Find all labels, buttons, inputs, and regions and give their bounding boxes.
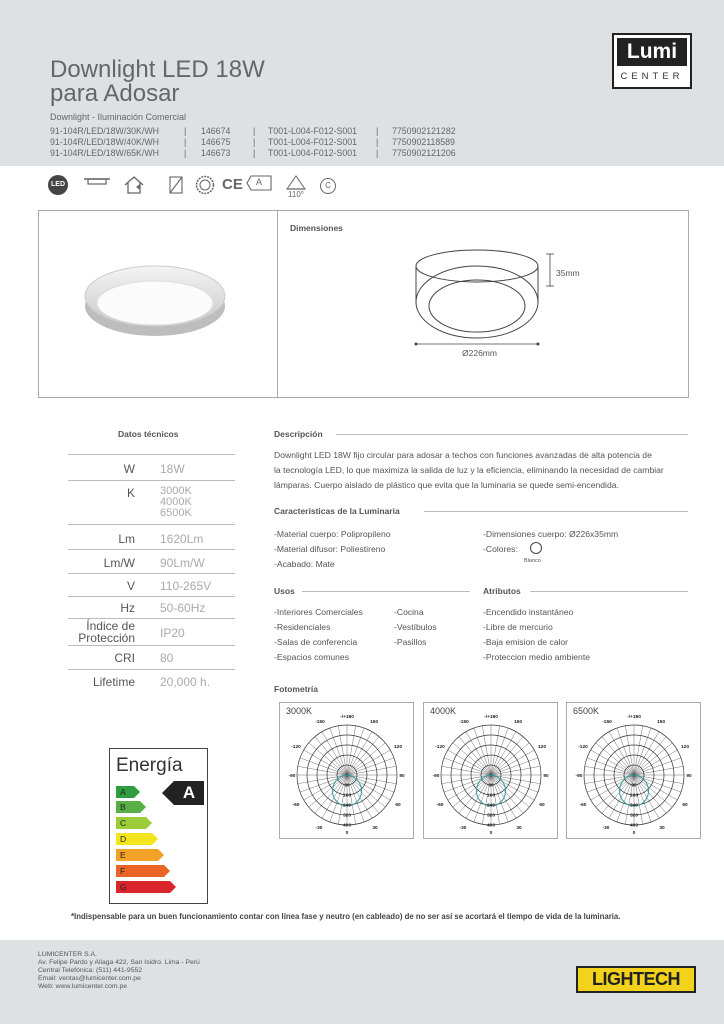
footer-address: Av. Felipe Pardo y Aliaga 422, San Isidro. Lima - Perú [38, 959, 200, 966]
polar-angle-label: -150 [459, 720, 469, 725]
polar-angle-label: -30 [459, 826, 467, 831]
polar-angle-label: 150 [656, 720, 666, 725]
dimensions-drawing [410, 244, 560, 354]
ref-code: T001-L004-F012-S001 [268, 148, 358, 158]
polar-ring-label: 240 [342, 803, 352, 809]
barcode-number: 7750902121282 [392, 126, 456, 136]
datos-key [78, 620, 135, 644]
polar-angle-label: -120 [578, 745, 588, 750]
caracteristica-item: -Dimensiones cuerpo: Ø226x35mm [483, 529, 619, 539]
polar-angle-label: -150 [602, 720, 612, 725]
polar-angle-label: -150 [315, 720, 325, 725]
datos-title: Datos técnicos [118, 429, 179, 439]
footer-company: LUMICENTER S.A. [38, 951, 97, 958]
polar-angle-label: -90 [288, 774, 296, 779]
polar-angle-label: -60 [579, 803, 587, 808]
polar-angle-label: 60 [682, 803, 688, 808]
uso-item: -Vestíbulos [394, 622, 437, 632]
caracteristicas-title: Características de la Luminaria [274, 506, 400, 516]
dimensions-label: Dimensiones [290, 223, 343, 233]
usos-col1 [274, 606, 394, 663]
energy-class-bar: B [116, 801, 140, 813]
energy-title: Energía [116, 755, 183, 776]
caracteristica-item: -Material cuerpo: Polipropileno [274, 529, 391, 539]
polar-angle-label: -60 [436, 803, 444, 808]
atributos-title: Atributos [483, 586, 521, 596]
datos-value: 1620Lm [160, 532, 204, 546]
polar-angle-label: 120 [393, 745, 403, 750]
polar-angle-label: 90 [399, 774, 405, 779]
box-divider [277, 210, 278, 398]
descripcion-title: Descripción [274, 429, 323, 439]
datos-value: 20,000 h. [160, 675, 211, 689]
lightech-logo: LIGHTECH [576, 966, 696, 993]
polar-ring-label: 240 [486, 803, 496, 809]
descripcion-line: la tecnología LED, lo que maximiza la salida de luz y la eficiencia, eliminando la necesidad de cambiar [274, 465, 664, 475]
datos-value: 80 [160, 651, 174, 665]
cct-value: 3000K [160, 485, 192, 497]
fotometria-title: Fotometría [274, 684, 318, 694]
energy-class-bar: E [116, 849, 158, 861]
class-icon: C [320, 178, 336, 194]
certification-seal-icon [195, 175, 215, 197]
uso-item: -Interiores Comerciales [274, 607, 363, 617]
datos-row [68, 670, 235, 694]
polar-angle-label: 30 [516, 826, 522, 831]
logo-center-text: CENTER [620, 71, 684, 82]
polar-ring-label: 320 [486, 813, 496, 819]
product-image [82, 258, 228, 338]
polar-ring-label: 320 [342, 813, 352, 819]
section-rule [424, 511, 688, 512]
color-swatch-white [530, 542, 542, 554]
datos-value [160, 486, 192, 519]
footer-web[interactable]: Web: www.lumicenter.com.pe [38, 983, 128, 990]
non-dimmable-icon [166, 175, 186, 197]
datos-row [68, 646, 235, 670]
led-icon: LED [48, 175, 68, 195]
separator: | [253, 148, 256, 158]
footer-phone: Central Telefónica: (511) 441-9552 [38, 967, 143, 974]
cct-value: 6500K [160, 507, 192, 519]
barcode-number: 7750902121206 [392, 148, 456, 158]
energy-class-bar: D [116, 833, 152, 845]
polar-ring-label: 240 [629, 803, 639, 809]
uso-item: -Pasillos [394, 637, 427, 647]
polar-diagram [424, 703, 559, 840]
polar-ring-label: 400 [342, 823, 352, 829]
caracteristicas-right [483, 528, 683, 555]
datos-key: CRI [114, 651, 135, 665]
diameter-dimension: Ø226mm [462, 348, 497, 358]
polar-angle-label: -/+180 [484, 715, 498, 720]
footnote: *Indispensable para un buen funcionamiento contar con línea fase y neutro (en cableado) de no ser así se acortará el tiempo de vida de la luminaria. [71, 912, 621, 921]
model-code: 91-104R/LED/18W/40K/WH [50, 137, 160, 147]
datos-row [68, 550, 235, 574]
polar-angle-label: -/+180 [627, 715, 641, 720]
polar-angle-label: -60 [292, 803, 300, 808]
polar-ring-label: 80 [488, 783, 494, 789]
model-code: 91-104R/LED/18W/65K/WH [50, 148, 160, 158]
datos-value: IP20 [160, 626, 185, 640]
polar-ring-label: 400 [629, 823, 639, 829]
polar-diagram [567, 703, 702, 840]
energy-class-bar: G [116, 881, 170, 893]
polar-angle-label: -30 [315, 826, 323, 831]
separator: | [376, 137, 379, 147]
separator: | [253, 126, 256, 136]
separator: | [184, 126, 187, 136]
product-title-line1: Downlight LED 18W [50, 56, 265, 83]
datos-key: V [126, 579, 135, 593]
descripcion-line: lámparas. Cuerpo aislado de plástico que evita que la luminaria se quede semi-encendida. [274, 480, 619, 490]
uso-item: -Espacios comunes [274, 652, 349, 662]
usos-title: Usos [274, 586, 295, 596]
separator: | [184, 148, 187, 158]
descripcion-text [274, 449, 694, 491]
height-dimension: 35mm [556, 268, 580, 278]
code-row [50, 137, 480, 147]
footer-email: Email: ventas@lumicenter.com.pe [38, 975, 141, 982]
section-rule [530, 591, 688, 592]
beam-angle-icon [284, 175, 308, 201]
polar-angle-label: -120 [291, 745, 301, 750]
datos-row [68, 574, 235, 597]
datos-value: 90Lm/W [160, 556, 205, 570]
ref-code: T001-L004-F012-S001 [268, 126, 358, 136]
polar-angle-label: 60 [395, 803, 401, 808]
color-name: Blanco [524, 558, 541, 564]
item-id: 146673 [201, 148, 231, 158]
atributo-item: -Baja emision de calor [483, 637, 569, 647]
polar-angle-label: 120 [537, 745, 547, 750]
uso-item: -Cocina [394, 607, 424, 617]
caracteristicas-left [274, 528, 474, 570]
cct-value: 4000K [160, 496, 192, 508]
datos-row [68, 481, 235, 525]
datos-value: 110-265V [160, 579, 212, 593]
item-id: 146674 [201, 126, 231, 136]
separator: | [376, 148, 379, 158]
datos-key: K [126, 486, 135, 500]
datos-row [68, 455, 235, 481]
polar-angle-label: 150 [369, 720, 379, 725]
item-id: 146675 [201, 137, 231, 147]
photometry-cct-label: 6500K [573, 706, 600, 716]
photometry-panel-3000k [279, 702, 414, 839]
polar-angle-label: 0 [489, 831, 493, 836]
polar-angle-label: -/+180 [340, 715, 354, 720]
atributo-item: -Encendido instantáneo [483, 607, 574, 617]
polar-ring-label: 160 [629, 793, 639, 799]
polar-ring-label: 160 [486, 793, 496, 799]
polar-ring-label: 320 [629, 813, 639, 819]
datos-key: Lifetime [92, 675, 135, 689]
polar-angle-label: 60 [539, 803, 545, 808]
datos-row [68, 619, 235, 646]
polar-angle-label: 0 [632, 831, 636, 836]
indoor-use-icon [122, 175, 148, 197]
polar-angle-label: -90 [432, 774, 440, 779]
atributos-list [483, 606, 683, 663]
energy-class-bar: C [116, 817, 146, 829]
datos-row [68, 525, 235, 550]
datos-row [68, 597, 235, 619]
separator: | [184, 137, 187, 147]
atributo-item: -Libre de mercurio [483, 622, 553, 632]
datos-key: Lm [118, 532, 135, 546]
datos-key-line: Protección [78, 631, 135, 645]
photometry-panel-4000k [423, 702, 558, 839]
energy-class-bar: F [116, 865, 164, 877]
datos-key: W [123, 462, 135, 476]
polar-angle-label: 0 [345, 831, 349, 836]
energy-class-text: A [256, 177, 263, 187]
caracteristica-item: -Acabado: Mate [274, 559, 335, 569]
polar-diagram [280, 703, 415, 840]
usos-col2 [394, 606, 474, 648]
section-rule [336, 434, 688, 435]
beam-angle-text: 110° [288, 190, 304, 199]
datos-key-line: Índice de [86, 619, 135, 633]
ce-mark-icon: CE [222, 176, 243, 193]
polar-ring-label: 160 [342, 793, 352, 799]
separator: | [376, 126, 379, 136]
uso-item: -Residenciales [274, 622, 331, 632]
polar-angle-label: 90 [686, 774, 692, 779]
caracteristica-item: -Colores: [483, 544, 518, 554]
datos-key: Lm/W [103, 556, 135, 570]
barcode-number: 7750902118589 [392, 137, 455, 147]
datos-value: 18W [160, 462, 185, 476]
lumicenter-logo [612, 33, 692, 89]
datos-value: 50-60Hz [160, 601, 206, 615]
descripcion-line: Downlight LED 18W fijo circular para adosar a techos con funciones avanzadas de alta potencia de [274, 450, 652, 460]
polar-angle-label: -90 [575, 774, 583, 779]
energy-class-bar: A [116, 786, 134, 798]
model-code: 91-104R/LED/18W/30K/WH [50, 126, 160, 136]
photometry-cct-label: 3000K [286, 706, 313, 716]
caracteristica-item: -Material difusor: Poliestireno [274, 544, 386, 554]
code-row [50, 148, 480, 158]
polar-ring-label: 80 [631, 783, 637, 789]
datos-key: Hz [120, 601, 135, 615]
polar-angle-label: 120 [680, 745, 690, 750]
logo-lumi-text: Lumi [617, 38, 687, 66]
energy-grade-badge: A [174, 781, 204, 805]
polar-angle-label: 30 [659, 826, 665, 831]
polar-angle-label: 30 [372, 826, 378, 831]
product-title-line2: para Adosar [50, 80, 180, 107]
polar-ring-label: 80 [344, 783, 350, 789]
product-subtitle: Downlight - Iluminación Comercial [50, 112, 187, 122]
energy-class-icon [246, 175, 272, 197]
ref-code: T001-L004-F012-S001 [268, 137, 358, 147]
uso-item: -Salas de conferencia [274, 637, 358, 647]
photometry-cct-label: 4000K [430, 706, 457, 716]
separator: | [253, 137, 256, 147]
polar-angle-label: -120 [435, 745, 445, 750]
energy-label [109, 748, 208, 904]
polar-angle-label: 90 [543, 774, 549, 779]
atributo-item: -Proteccion medio ambiente [483, 652, 590, 662]
polar-ring-label: 400 [486, 823, 496, 829]
surface-mount-icon [84, 175, 110, 197]
polar-angle-label: -30 [602, 826, 610, 831]
code-row [50, 126, 480, 136]
photometry-panel-6500k [566, 702, 701, 839]
polar-angle-label: 150 [513, 720, 523, 725]
section-rule [302, 591, 470, 592]
